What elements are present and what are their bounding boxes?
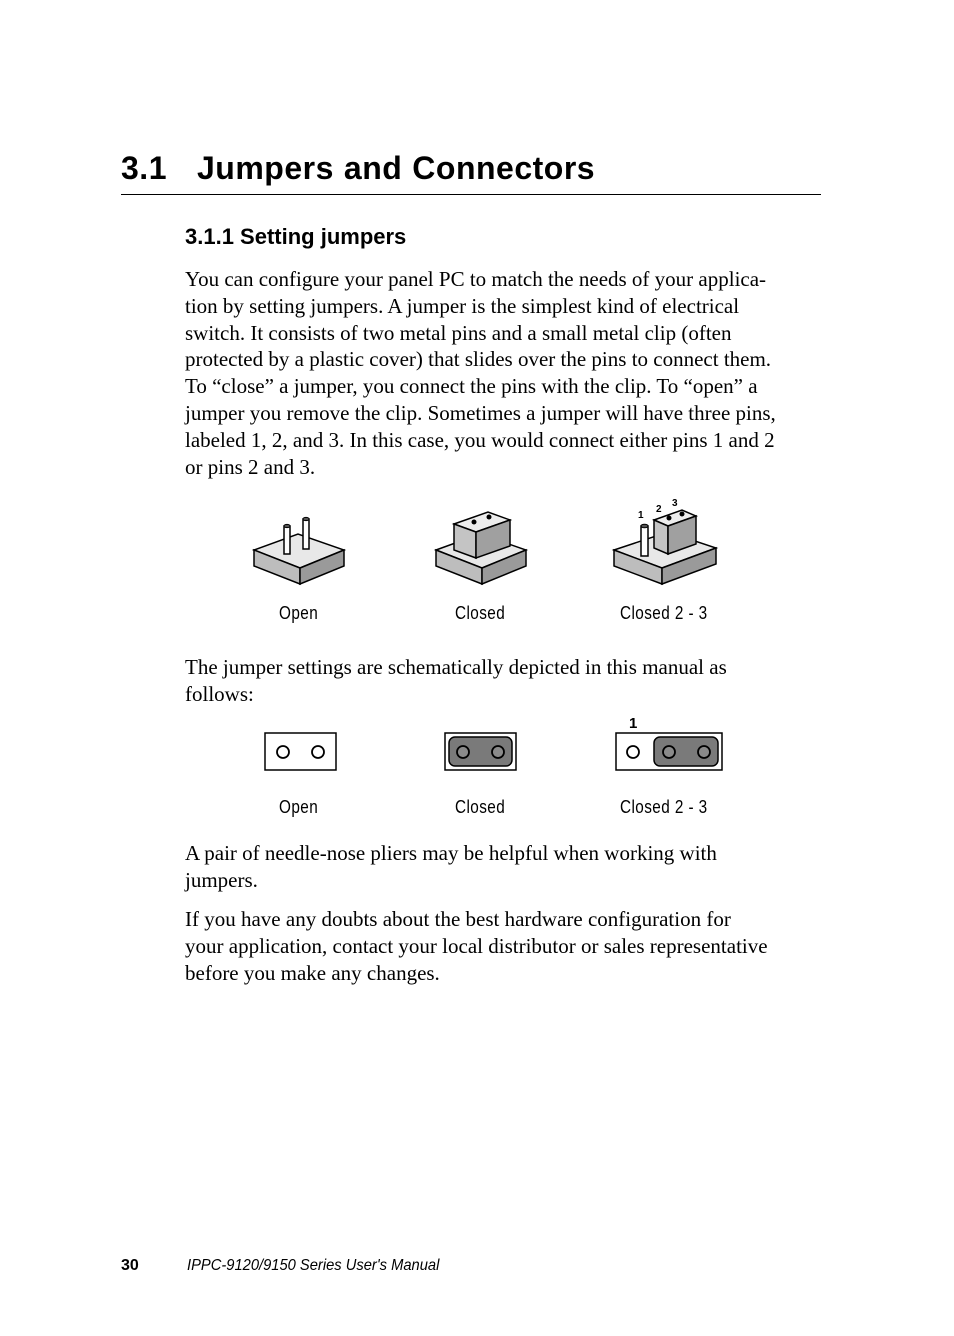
jumper-open-schematic [264, 732, 338, 772]
pin-number-3: 3 [672, 498, 678, 509]
open-3d-label: Open [279, 603, 319, 623]
jumper-closed-2-3-3d-illustration [610, 496, 722, 590]
pliers-line: A pair of needle-nose pliers may be helpful when working with [185, 841, 717, 865]
intro-line: tion by setting jumpers. A jumper is the simplest kind of electrical [185, 293, 740, 318]
pin-one-marker: 1 [629, 715, 638, 732]
doubts-paragraph [185, 906, 825, 986]
jumper-closed-schematic [444, 732, 518, 772]
section-divider [121, 194, 821, 195]
intro-line: switch. It consists of two metal pins and a small metal clip (often [185, 320, 732, 345]
doubts-line: If you have any doubts about the best hardware configuration for [185, 907, 731, 931]
intro-line: You can configure your panel PC to match the needs of your applica- [185, 267, 767, 291]
schematic-line: The jumper settings are schematically depicted in this manual as [185, 655, 727, 679]
closed-2-3-3d-label: Closed 2 - 3 [620, 603, 708, 623]
closed-2-3-schematic-label: Closed 2 - 3 [620, 797, 708, 817]
jumper-closed-2-3-schematic [615, 712, 725, 774]
intro-line: protected by a plastic cover) that slides over the pins to connect them. [185, 347, 772, 372]
intro-line: labeled 1, 2, and 3. In this case, you would connect either pins 1 and 2 [185, 427, 775, 452]
section-title-word-1: Jumpers [197, 150, 334, 186]
doubts-line: your application, contact your local distributor or sales representative [185, 933, 768, 958]
section-title-word-3: Connectors [412, 150, 596, 186]
section-number: 3.1 [121, 150, 167, 186]
page-number: 30 [121, 1257, 139, 1274]
intro-line: To “close” a jumper, you connect the pins with the clip. To “open” a [185, 374, 758, 399]
intro-line: jumper you remove the clip. Sometimes a jumper will have three pins, [185, 400, 776, 425]
section-title [121, 150, 595, 187]
pin-number-1: 1 [638, 510, 644, 521]
jumper-closed-3d-illustration [432, 508, 532, 590]
pliers-paragraph [185, 840, 825, 894]
intro-paragraph [185, 266, 825, 480]
intro-line: or pins 2 and 3. [185, 454, 316, 479]
manual-title: IPPC-9120/9150 Series User's Manual [187, 1257, 440, 1274]
closed-3d-label: Closed [455, 603, 506, 623]
subsection-title: 3.1.1 Setting jumpers [185, 224, 407, 249]
closed-schematic-label: Closed [455, 797, 506, 817]
open-schematic-label: Open [279, 797, 319, 817]
section-title-word-2: and [343, 150, 403, 186]
schematic-paragraph [185, 654, 825, 708]
pin-number-2: 2 [656, 504, 662, 515]
jumper-open-3d-illustration [250, 512, 350, 590]
schematic-line: follows: [185, 681, 254, 706]
doubts-line: before you make any changes. [185, 960, 440, 985]
pliers-line: jumpers. [185, 867, 258, 892]
